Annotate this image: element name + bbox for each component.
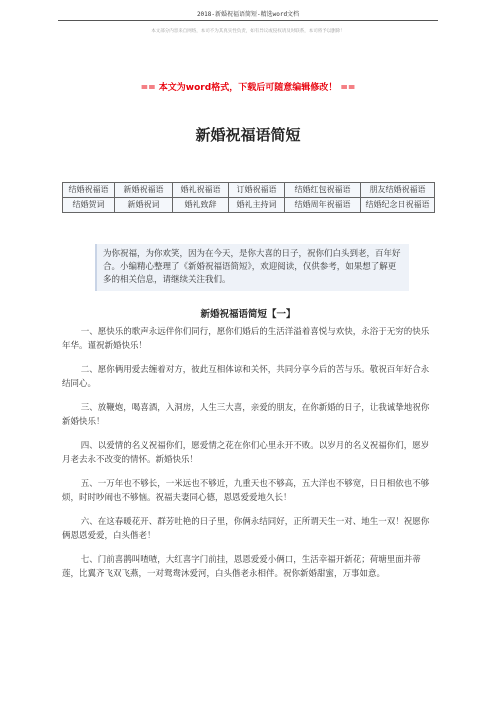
link-cell[interactable]: 婚礼致辞 <box>173 198 229 213</box>
intro-summary: 为你祝福，为你欢笑，因为在今天，是你大喜的日子，祝你们白头到老，百年好合。小编精心整理了《新婚祝福语简短》，欢迎阅读，仅供参考，如果想了解更多的相关信息，请继续关注我们。 <box>95 244 409 291</box>
paragraph: 六、在这春暖花开、群芳吐艳的日子里，你俩永结同好，正所谓天生一对、地生一双！祝愿你俩恩恩爱爱，白头偕老！ <box>62 517 430 541</box>
edit-notice-banner: == 本文为word格式，下载后可随意编辑修改！ == <box>140 83 356 93</box>
link-cell[interactable]: 朋友结婚祝福语 <box>361 183 435 198</box>
paragraph: 七、门前喜鹊叫喳喳，大红喜字门前挂，恩恩爱爱小俩口，生活幸福开新花；荷塘里面并蒂莲，比翼齐飞双飞燕，一对鸳鸯沐爱河，白头偕老永相伴。祝你新婚甜蜜，万事如意。 <box>62 555 421 579</box>
header-divider <box>58 20 438 21</box>
link-cell[interactable]: 结婚贺词 <box>63 198 115 213</box>
paragraph: 二、愿你俩用爱去缠着对方，彼此互相体谅和关怀，共同分享今后的苦与乐。敬祝百年好合永结同心。 <box>62 365 430 389</box>
link-cell[interactable]: 新婚祝词 <box>115 198 173 213</box>
link-cell[interactable]: 结婚祝福语 <box>63 183 115 198</box>
table-row <box>63 198 435 213</box>
link-cell[interactable]: 婚礼祝福语 <box>173 183 229 198</box>
page-header: 2018-新婚祝福语简短-精选word文档 <box>196 11 300 18</box>
paragraph: 一、愿快乐的歌声永远伴你们同行，愿你们婚后的生活洋溢着喜悦与欢快，永浴于无穷的快乐年华。谨祝新婚快乐！ <box>62 327 430 351</box>
table-row <box>63 183 435 198</box>
body-text <box>62 325 436 591</box>
paragraph: 三、放鞭炮，喝喜酒，入洞房，人生三大喜，亲爱的朋友，在你新婚的日子，让我诚挚地祝你新婚快乐！ <box>62 403 430 427</box>
document-title: 新婚祝福语简短 <box>195 126 301 144</box>
section-heading: 新婚祝福语简短【一】 <box>200 309 296 320</box>
disclaimer-text: 本文部分内容来自网络，本司不为其真实性负责，如有异议或侵权请及时联系，本司将予以删除！ <box>151 29 345 34</box>
link-cell[interactable]: 婚礼主持词 <box>229 198 285 213</box>
paragraph: 四、以爱情的名义祝福你们，愿爱情之花在你们心里永开不败。以岁月的名义祝福你们，愿岁月老去永不改变的情怀。新婚快乐！ <box>62 441 430 465</box>
link-cell[interactable]: 新婚祝福语 <box>115 183 173 198</box>
paragraph: 五、一万年也不够长，一米远也不够近，九重天也不够高，五大洋也不够宽，日日相依也不够烦，时时吵闹也不够恼。祝福夫妻同心德，恩恩爱爱地久长！ <box>62 479 430 503</box>
link-cell[interactable]: 结婚纪念日祝福语 <box>361 198 435 213</box>
link-cell[interactable]: 结婚周年祝福语 <box>285 198 361 213</box>
link-cell[interactable]: 结婚红包祝福语 <box>285 183 361 198</box>
related-links-table <box>62 182 435 213</box>
link-cell[interactable]: 订婚祝福语 <box>229 183 285 198</box>
